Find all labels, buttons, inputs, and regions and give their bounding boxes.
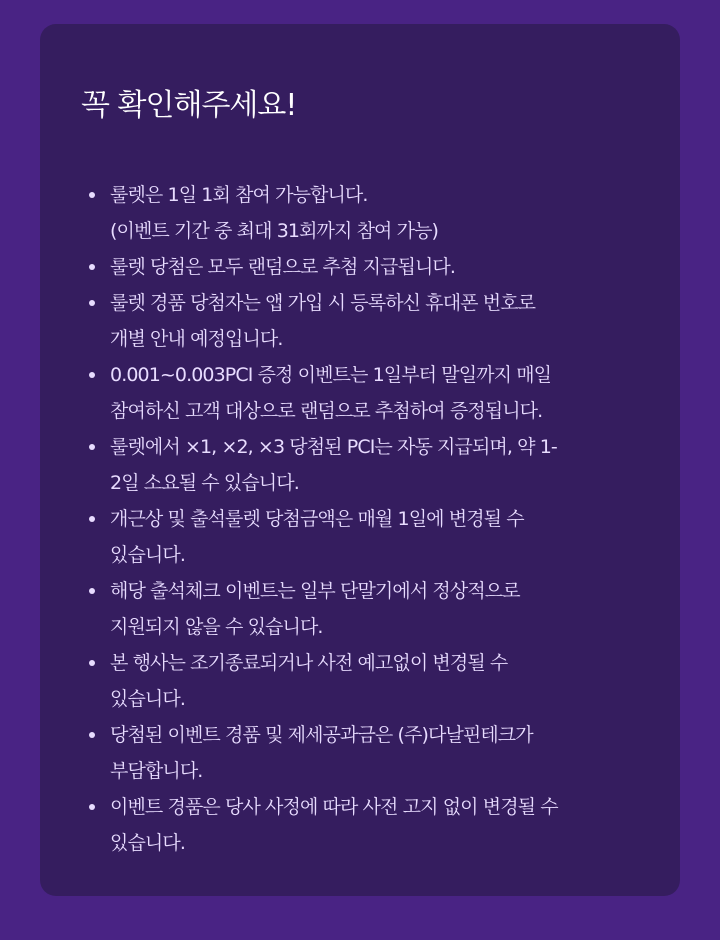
bullet-icon xyxy=(89,588,95,594)
bullet-icon xyxy=(89,804,95,810)
notice-item xyxy=(84,249,674,285)
notice-item xyxy=(84,285,674,357)
notice-item-line: 룰렛은 1일 1회 참여 가능합니다. xyxy=(110,184,368,206)
bullet-icon xyxy=(89,264,95,270)
notice-item-line: 부담합니다. xyxy=(110,760,203,782)
notice-item-line: 있습니다. xyxy=(110,832,185,854)
notice-item xyxy=(84,429,674,501)
notice-card xyxy=(40,24,680,896)
notice-list xyxy=(84,177,674,861)
bullet-icon xyxy=(89,516,95,522)
notice-item-line: 룰렛 경품 당첨자는 앱 가입 시 등록하신 휴대폰 번호로 xyxy=(110,292,536,314)
notice-item-line: 당첨된 이벤트 경품 및 제세공과금은 (주)다날핀테크가 xyxy=(110,724,533,746)
notice-title: 꼭 확인해주세요! xyxy=(81,88,297,123)
notice-item-line: 본 행사는 조기종료되거나 사전 예고없이 변경될 수 xyxy=(110,652,508,674)
notice-item-line: 지원되지 않을 수 있습니다. xyxy=(110,616,323,638)
notice-item-line: 룰렛 당첨은 모두 랜덤으로 추첨 지급됩니다. xyxy=(110,256,456,278)
notice-item xyxy=(84,357,674,429)
bullet-icon xyxy=(89,732,95,738)
bullet-icon xyxy=(89,444,95,450)
notice-item xyxy=(84,501,674,573)
notice-item-line: 있습니다. xyxy=(110,544,185,566)
bullet-icon xyxy=(89,372,95,378)
notice-item-line: (이벤트 기간 중 최대 31회까지 참여 가능) xyxy=(110,220,439,242)
notice-item xyxy=(84,177,674,249)
bullet-icon xyxy=(89,300,95,306)
notice-item-line: 개별 안내 예정입니다. xyxy=(110,328,283,350)
notice-item-line: 2일 소요될 수 있습니다. xyxy=(110,472,299,494)
notice-item xyxy=(84,573,674,645)
notice-item-line: 이벤트 경품은 당사 사정에 따라 사전 고지 없이 변경될 수 xyxy=(110,796,558,818)
notice-item xyxy=(84,645,674,717)
notice-item-line: 참여하신 고객 대상으로 랜덤으로 추첨하여 증정됩니다. xyxy=(110,400,543,422)
notice-item-line: 개근상 및 출석룰렛 당첨금액은 매월 1일에 변경될 수 xyxy=(110,508,524,530)
notice-item xyxy=(84,789,674,861)
notice-item xyxy=(84,717,674,789)
notice-item-line: 룰렛에서 ×1, ×2, ×3 당첨된 PCI는 자동 지급되며, 약 1- xyxy=(110,436,557,458)
bullet-icon xyxy=(89,192,95,198)
bullet-icon xyxy=(89,660,95,666)
notice-item-line: 있습니다. xyxy=(110,688,185,710)
notice-item-line: 해당 출석체크 이벤트는 일부 단말기에서 정상적으로 xyxy=(110,580,520,602)
notice-item-line: 0.001~0.003PCI 증정 이벤트는 1일부터 말일까지 매일 xyxy=(110,364,552,386)
